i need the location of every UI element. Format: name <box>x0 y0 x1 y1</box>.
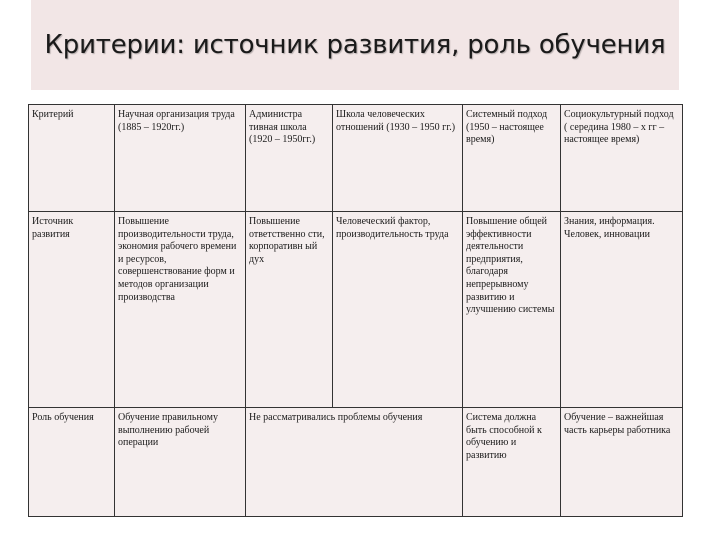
cell-source-human-relations: Человеческий фактор, производительность труда <box>333 212 463 408</box>
table-row-role-of-training <box>29 408 683 517</box>
row-label-role: Роль обучения <box>29 408 115 517</box>
header-cell-human-relations: Школа человеческих отношений (1930 – 1950 гг.) <box>333 105 463 212</box>
table-header-row <box>29 105 683 212</box>
cell-role-systems: Система должна быть способной к обучению и развитию <box>463 408 561 517</box>
cell-role-merged: Не рассматривались проблемы обучения <box>246 408 463 517</box>
header-cell-sociocultural-approach: Социокультурный подход ( середина 1980 – х гг – настоящее время) <box>561 105 683 212</box>
criteria-table <box>28 104 683 517</box>
cell-role-scientific: Обучение правильному выполнению рабочей операции <box>115 408 246 517</box>
slide-title: Критерии: источник развития, роль обучения <box>44 30 666 60</box>
cell-role-sociocultural: Обучение – важнейшая часть карьеры работника <box>561 408 683 517</box>
header-cell-criterion: Критерий <box>29 105 115 212</box>
cell-source-administrative: Повышение ответственно сти, корпоративн ый дух <box>246 212 333 408</box>
title-band <box>31 0 679 90</box>
header-cell-systems-approach: Системный подход (1950 – настоящее время) <box>463 105 561 212</box>
cell-source-scientific: Повышение производительности труда, экономия рабочего времени и ресурсов, совершенствование форм и методов организации производства <box>115 212 246 408</box>
header-cell-administrative-school: Администра тивная школа (1920 – 1950гг.) <box>246 105 333 212</box>
cell-source-systems: Повышение общей эффективности деятельности предприятия, благодаря непрерывному развитию и улучшению системы <box>463 212 561 408</box>
cell-source-sociocultural: Знания, информация. Человек, инновации <box>561 212 683 408</box>
table-row-source-of-development <box>29 212 683 408</box>
header-cell-scientific-management: Научная организация труда (1885 – 1920гг.) <box>115 105 246 212</box>
row-label-source: Источник развития <box>29 212 115 408</box>
